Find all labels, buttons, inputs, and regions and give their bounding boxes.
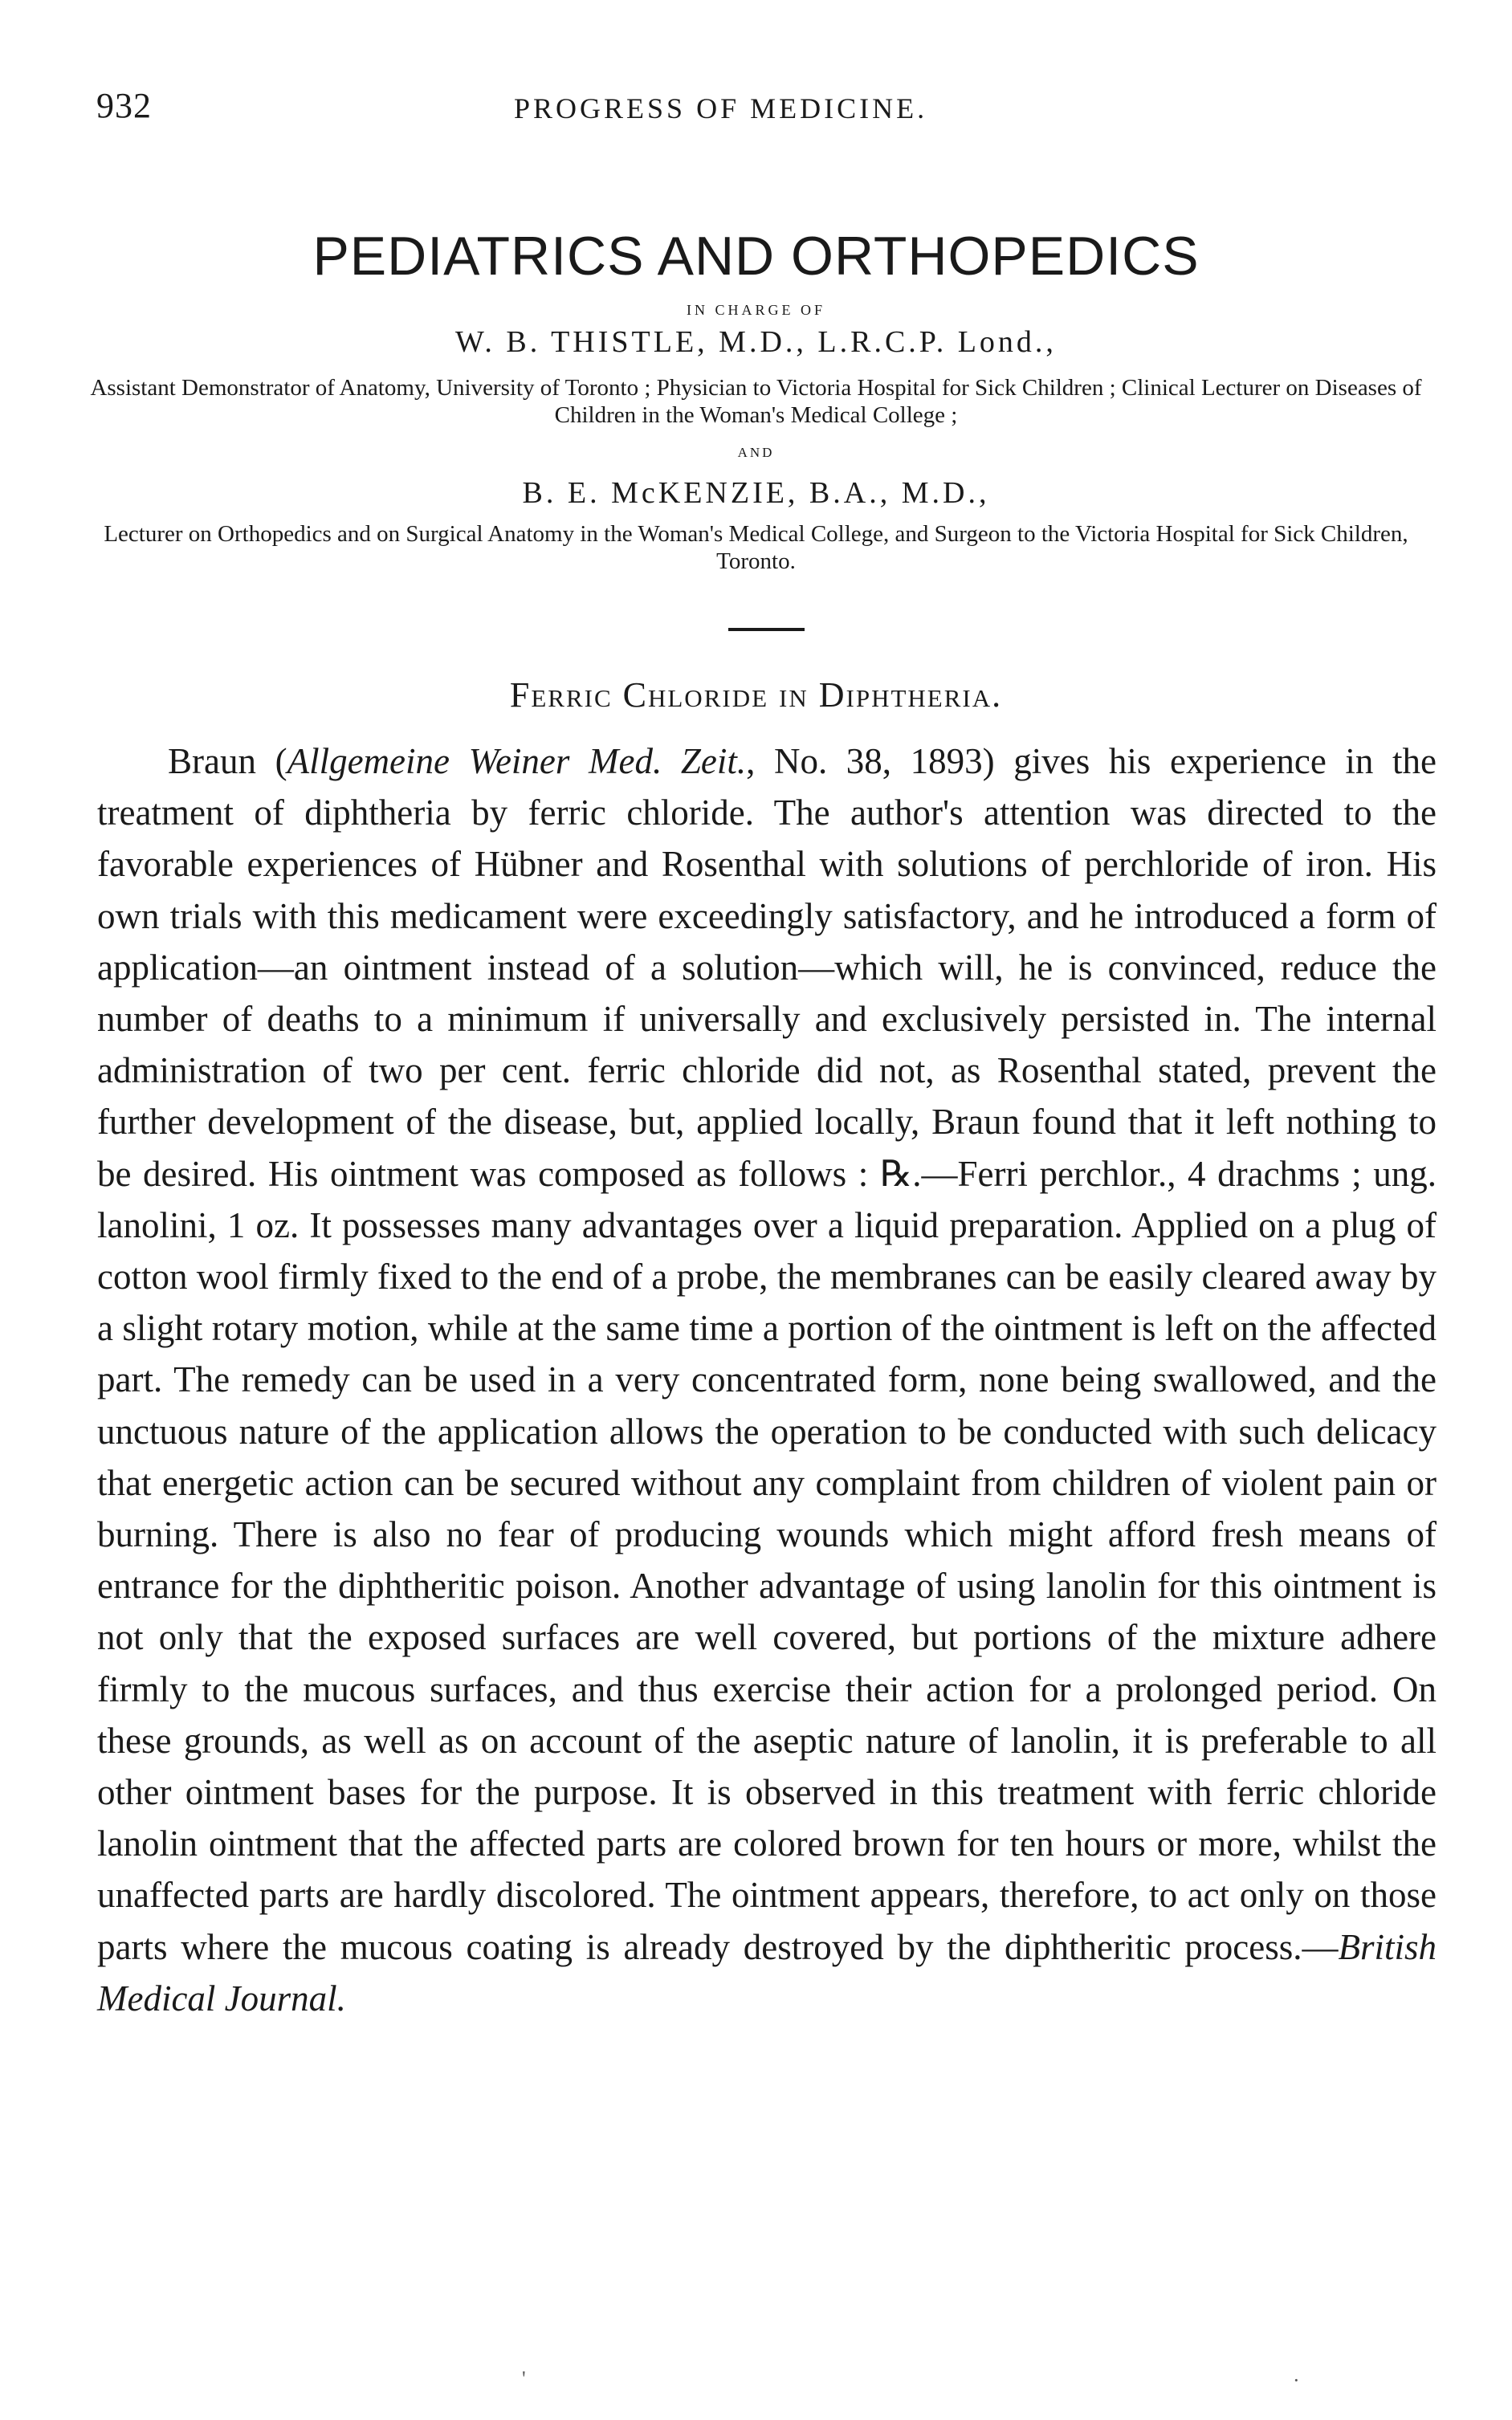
section-divider-rule <box>728 628 805 631</box>
running-title: PROGRESS OF MEDICINE. <box>514 92 928 124</box>
author-name-mckenzie: B. E. McKENZIE, B.A., M.D., <box>522 476 990 510</box>
article-title: Ferric Chloride in Diphtheria. <box>509 675 1003 715</box>
author-name-thistle: W. B. THISTLE, M.D., L.R.C.P. Lond., <box>455 325 1057 359</box>
author-affiliation-mckenzie: Lecturer on Orthopedics and on Surgical Anatomy in the Woman's Medical College, and Surgeon to the Victoria Hospital for Sick Children, Toronto. <box>104 521 1408 574</box>
print-speck: · <box>1293 2369 1300 2392</box>
print-speck: ' <box>522 2367 526 2390</box>
and-separator: AND <box>737 445 775 460</box>
article-body <box>97 735 1437 2024</box>
author-affiliation-thistle: Assistant Demonstrator of Anatomy, University of Toronto ; Physician to Victoria Hospital for Sick Children ; Clinical Lecturer on Diseases of Children in the Woman's Medical College ; <box>90 375 1422 428</box>
citation-journal: Allgemeine Weiner Med. Zeit. <box>287 741 747 781</box>
body-opening: Braun ( <box>168 741 287 781</box>
source-citation: British Medical Journal. <box>97 1926 1437 2019</box>
page-number: 932 <box>96 86 152 125</box>
body-text: , No. 38, 1893) gives his experience in the treatment of diphtheria by ferric chloride. The author's attention was directed to the favorable experiences of Hübner and Rosenthal with solutions of perchloride of iron. His own trials with this medicament were exceedingly satisfactory, and he introduced a form of application—an ointment instead of a solution—which will, he is convinced, reduce the number of deaths to a minimum if universally and exclusively persisted in. The internal administration of two per cent. ferric chloride did not, as Rosenthal stated, prevent the further development of the disease, but, applied locally, Braun found that it left nothing to be desired. His ointment was composed as follows : ℞.—Ferri perchlor., 4 drachms ; ung. lanolini, 1 oz. It possesses many advantages over a liquid preparation. Applied on a plug of cotton wool firmly fixed to the end of a probe, the membranes can be easily cleared away by a slight rotary motion, while at the same time a portion of the ointment is left on the affected part. The remedy can be used in a very concentrated form, none being swallowed, and the unctuous nature of the application allows the operation to be conducted with such delicacy that energetic action can be secured without any complaint from children of violent pain or burning. There is also no fear of producing wounds which might afford fresh means of entrance for the diphtheritic poison. Another advantage of using lanolin for this ointment is not only that the exposed surfaces are well covered, but portions of the mixture adhere firmly to the mucous surfaces, and thus exercise their action for a prolonged period. On these grounds, as well as on account of the aseptic nature of lanolin, it is preferable to all other ointment bases for the purpose. It is observed in this treatment with ferric chloride lanolin ointment that the affected parts are colored brown for ten hours or more, whilst the unaffected parts are hardly discolored. The ointment appears, therefore, to act only on those parts where the mucous coating is already destroyed by the diphtheritic process.— <box>97 741 1437 1967</box>
in-charge-label: IN CHARGE OF <box>686 302 825 318</box>
section-title: PEDIATRICS AND ORTHOPEDICS <box>312 226 1200 287</box>
running-header <box>96 85 1429 133</box>
